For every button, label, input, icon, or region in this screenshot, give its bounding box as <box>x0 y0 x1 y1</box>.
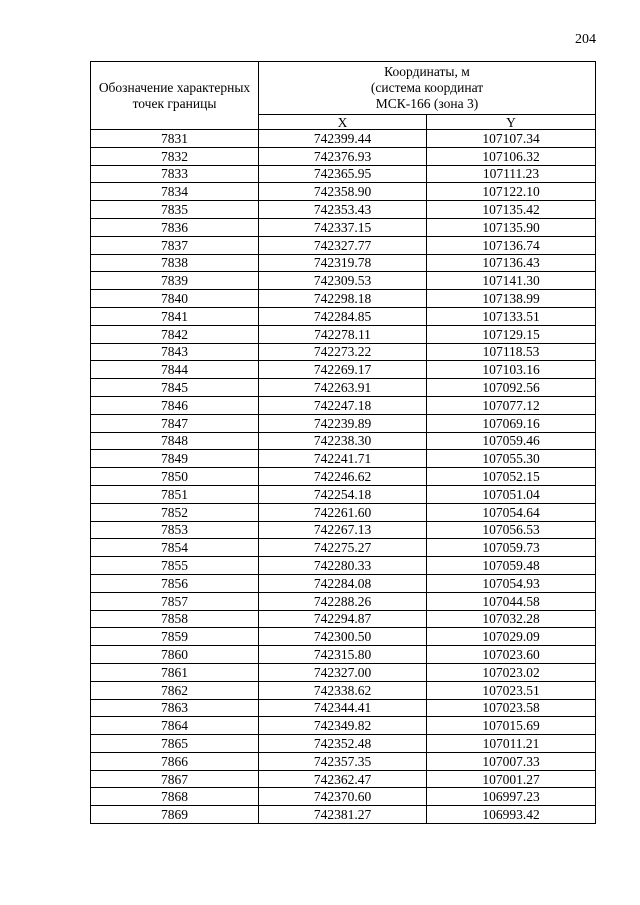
x-cell: 742284.85 <box>259 307 427 325</box>
point-cell: 7831 <box>91 130 259 148</box>
table-row <box>91 539 596 557</box>
y-cell: 107007.33 <box>427 752 596 770</box>
x-column-header: X <box>259 115 427 130</box>
y-cell: 107023.60 <box>427 646 596 664</box>
point-cell: 7841 <box>91 307 259 325</box>
y-cell: 106993.42 <box>427 806 596 824</box>
x-cell: 742284.08 <box>259 574 427 592</box>
y-cell: 107051.04 <box>427 485 596 503</box>
table-row <box>91 806 596 824</box>
y-column-header: Y <box>427 115 596 130</box>
table-row <box>91 379 596 397</box>
y-cell: 107029.09 <box>427 628 596 646</box>
table-row <box>91 201 596 219</box>
y-cell: 107001.27 <box>427 770 596 788</box>
x-cell: 742280.33 <box>259 557 427 575</box>
point-cell: 7854 <box>91 539 259 557</box>
x-cell: 742298.18 <box>259 290 427 308</box>
point-cell: 7863 <box>91 699 259 717</box>
x-cell: 742319.78 <box>259 254 427 272</box>
x-cell: 742238.30 <box>259 432 427 450</box>
x-cell: 742288.26 <box>259 592 427 610</box>
table-row <box>91 628 596 646</box>
point-cell: 7840 <box>91 290 259 308</box>
y-cell: 107103.16 <box>427 361 596 379</box>
y-cell: 107136.43 <box>427 254 596 272</box>
page-number: 204 <box>575 32 596 47</box>
y-cell: 107111.23 <box>427 165 596 183</box>
table-row <box>91 699 596 717</box>
x-cell: 742399.44 <box>259 130 427 148</box>
x-cell: 742263.91 <box>259 379 427 397</box>
table-row <box>91 218 596 236</box>
point-cell: 7847 <box>91 414 259 432</box>
y-cell: 107135.42 <box>427 201 596 219</box>
x-cell: 742261.60 <box>259 503 427 521</box>
y-cell: 107054.93 <box>427 574 596 592</box>
table-row <box>91 290 596 308</box>
y-cell: 107077.12 <box>427 396 596 414</box>
y-cell: 107052.15 <box>427 468 596 486</box>
table-row <box>91 414 596 432</box>
x-cell: 742273.22 <box>259 343 427 361</box>
point-cell: 7835 <box>91 201 259 219</box>
x-cell: 742246.62 <box>259 468 427 486</box>
table-row <box>91 147 596 165</box>
x-cell: 742278.11 <box>259 325 427 343</box>
x-cell: 742241.71 <box>259 450 427 468</box>
table-row <box>91 236 596 254</box>
point-cell: 7834 <box>91 183 259 201</box>
point-cell: 7860 <box>91 646 259 664</box>
point-cell: 7868 <box>91 788 259 806</box>
x-cell: 742376.93 <box>259 147 427 165</box>
point-cell: 7857 <box>91 592 259 610</box>
point-cell: 7836 <box>91 218 259 236</box>
point-cell: 7858 <box>91 610 259 628</box>
point-cell: 7838 <box>91 254 259 272</box>
table-row <box>91 717 596 735</box>
point-cell: 7832 <box>91 147 259 165</box>
y-cell: 106997.23 <box>427 788 596 806</box>
table-row <box>91 343 596 361</box>
y-cell: 107056.53 <box>427 521 596 539</box>
x-cell: 742275.27 <box>259 539 427 557</box>
point-cell: 7867 <box>91 770 259 788</box>
point-cell: 7869 <box>91 806 259 824</box>
table-row <box>91 254 596 272</box>
point-cell: 7862 <box>91 681 259 699</box>
table-row <box>91 325 596 343</box>
x-cell: 742381.27 <box>259 806 427 824</box>
point-cell: 7833 <box>91 165 259 183</box>
point-cell: 7856 <box>91 574 259 592</box>
point-cell: 7851 <box>91 485 259 503</box>
table-header <box>91 62 596 130</box>
coordinates-header-line1: Координаты, м <box>384 64 470 79</box>
coordinates-header-line3: МСК-166 (зона 3) <box>375 96 479 111</box>
table-row <box>91 521 596 539</box>
x-cell: 742309.53 <box>259 272 427 290</box>
table-row <box>91 396 596 414</box>
x-cell: 742357.35 <box>259 752 427 770</box>
y-cell: 107023.02 <box>427 663 596 681</box>
table-row <box>91 592 596 610</box>
y-cell: 107141.30 <box>427 272 596 290</box>
y-cell: 107133.51 <box>427 307 596 325</box>
y-cell: 107032.28 <box>427 610 596 628</box>
coordinates-header-line2: (система координат <box>370 80 484 95</box>
point-cell: 7866 <box>91 752 259 770</box>
x-cell: 742352.48 <box>259 735 427 753</box>
x-cell: 742315.80 <box>259 646 427 664</box>
x-cell: 742365.95 <box>259 165 427 183</box>
y-cell: 107059.46 <box>427 432 596 450</box>
point-cell: 7855 <box>91 557 259 575</box>
y-cell: 107107.34 <box>427 130 596 148</box>
table-row <box>91 752 596 770</box>
point-cell: 7861 <box>91 663 259 681</box>
x-cell: 742254.18 <box>259 485 427 503</box>
x-cell: 742327.77 <box>259 236 427 254</box>
y-cell: 107118.53 <box>427 343 596 361</box>
table-row <box>91 130 596 148</box>
table-row <box>91 681 596 699</box>
y-cell: 107044.58 <box>427 592 596 610</box>
coordinates-header <box>259 62 596 115</box>
x-cell: 742294.87 <box>259 610 427 628</box>
table-row <box>91 788 596 806</box>
point-cell: 7846 <box>91 396 259 414</box>
x-cell: 742344.41 <box>259 699 427 717</box>
point-cell: 7845 <box>91 379 259 397</box>
x-cell: 742267.13 <box>259 521 427 539</box>
y-cell: 107011.21 <box>427 735 596 753</box>
point-cell: 7837 <box>91 236 259 254</box>
table-row <box>91 272 596 290</box>
point-cell: 7844 <box>91 361 259 379</box>
point-cell: 7850 <box>91 468 259 486</box>
table-row <box>91 485 596 503</box>
point-cell: 7865 <box>91 735 259 753</box>
table-row <box>91 503 596 521</box>
table-row <box>91 770 596 788</box>
x-cell: 742353.43 <box>259 201 427 219</box>
x-cell: 742300.50 <box>259 628 427 646</box>
table-row <box>91 165 596 183</box>
table-row <box>91 183 596 201</box>
table-body <box>91 130 596 824</box>
point-cell: 7859 <box>91 628 259 646</box>
table-row <box>91 361 596 379</box>
point-cell: 7839 <box>91 272 259 290</box>
y-cell: 107015.69 <box>427 717 596 735</box>
y-cell: 107092.56 <box>427 379 596 397</box>
point-cell: 7853 <box>91 521 259 539</box>
table-row <box>91 663 596 681</box>
point-cell: 7842 <box>91 325 259 343</box>
point-cell: 7849 <box>91 450 259 468</box>
table-row <box>91 646 596 664</box>
x-cell: 742370.60 <box>259 788 427 806</box>
x-cell: 742337.15 <box>259 218 427 236</box>
table-row <box>91 735 596 753</box>
coordinates-table <box>90 61 596 824</box>
point-label-text: Обозначение характерных точек границы <box>98 79 251 111</box>
y-cell: 107059.73 <box>427 539 596 557</box>
y-cell: 107054.64 <box>427 503 596 521</box>
table-row <box>91 468 596 486</box>
x-cell: 742269.17 <box>259 361 427 379</box>
point-cell: 7843 <box>91 343 259 361</box>
table-row <box>91 307 596 325</box>
table-row <box>91 574 596 592</box>
y-cell: 107055.30 <box>427 450 596 468</box>
y-cell: 107069.16 <box>427 414 596 432</box>
x-cell: 742362.47 <box>259 770 427 788</box>
table-row <box>91 450 596 468</box>
point-cell: 7852 <box>91 503 259 521</box>
point-label-header <box>91 62 259 130</box>
x-cell: 742247.18 <box>259 396 427 414</box>
y-cell: 107122.10 <box>427 183 596 201</box>
y-cell: 107059.48 <box>427 557 596 575</box>
y-cell: 107106.32 <box>427 147 596 165</box>
y-cell: 107023.51 <box>427 681 596 699</box>
y-cell: 107138.99 <box>427 290 596 308</box>
y-cell: 107135.90 <box>427 218 596 236</box>
y-cell: 107136.74 <box>427 236 596 254</box>
y-cell: 107129.15 <box>427 325 596 343</box>
y-cell: 107023.58 <box>427 699 596 717</box>
x-cell: 742358.90 <box>259 183 427 201</box>
x-cell: 742349.82 <box>259 717 427 735</box>
x-cell: 742239.89 <box>259 414 427 432</box>
x-cell: 742338.62 <box>259 681 427 699</box>
point-cell: 7864 <box>91 717 259 735</box>
x-cell: 742327.00 <box>259 663 427 681</box>
table-row <box>91 432 596 450</box>
point-cell: 7848 <box>91 432 259 450</box>
table-row <box>91 610 596 628</box>
table-row <box>91 557 596 575</box>
